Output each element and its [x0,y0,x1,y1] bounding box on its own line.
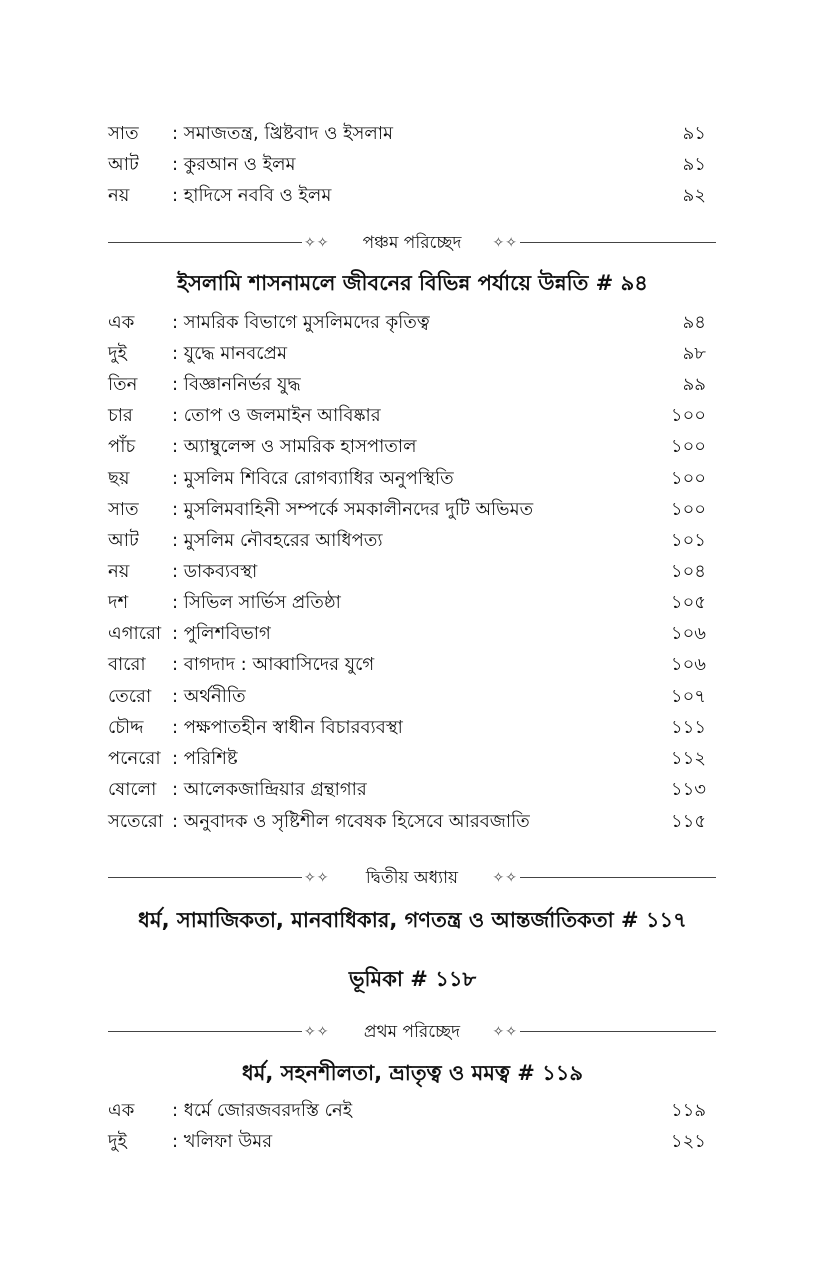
divider-line [520,1031,716,1032]
divider-line [520,877,716,878]
entry-number: চার [108,405,133,426]
entry-page: ১০০ [670,468,706,489]
ornament-icon: ✧✧ [492,870,518,886]
chapter-heading: ধর্ম, সহনশীলতা, ভ্রাতৃত্ব ও মমত্ব # ১১৯ [241,1061,584,1085]
entry-title: : আলেকজান্দ্রিয়ার গ্রন্থাগার [172,776,367,804]
toc-row [108,558,706,586]
entry-number: এক [108,1100,135,1121]
toc-row [108,683,706,711]
toc-row [108,745,706,773]
entry-page: ১১৫ [670,811,706,832]
entry-page: ১১১ [670,717,706,738]
toc-row [108,120,706,148]
entry-title: : সিভিল সার্ভিস প্রতিষ্ঠা [172,589,341,617]
toc-row [108,340,706,368]
entry-title: : মুসলিম নৌবহরের আধিপত্য [172,527,383,555]
intro-heading: ভূমিকা # ১১৮ [348,967,477,991]
toc-row [108,527,706,555]
entry-title: : হাদিসে নববি ও ইলম [172,182,331,210]
entry-title: : সামরিক বিভাগে মুসলিমদের কৃতিত্ব [172,309,430,337]
entry-number: সাত [108,123,139,144]
entry-title: : পুলিশবিভাগ [172,620,271,648]
toc-row [108,714,706,742]
entry-number: চৌদ্দ [108,717,144,738]
toc-row [108,433,706,461]
toc-row [108,589,706,617]
entry-title: : মুসলিমবাহিনী সম্পর্কে সমকালীনদের দুটি অভিমত [172,496,533,524]
entry-page: ১০০ [670,499,706,520]
entry-title: : অ্যাম্বুলেন্স ও সামরিক হাসপাতাল [172,433,417,461]
entry-page: ১০৬ [670,654,706,675]
ornament-icon: ✧✧ [304,1024,330,1040]
entry-number: পাঁচ [108,436,136,457]
toc-row [108,465,706,493]
entry-title: : পক্ষপাতহীন স্বাধীন বিচারব্যবস্থা [172,714,403,742]
entry-page: ১২১ [670,1131,706,1152]
entry-page: ৯৯ [682,374,706,395]
toc-row [108,1128,706,1156]
entry-title: : সমাজতন্ত্র, খ্রিষ্টবাদ ও ইসলাম [172,120,393,148]
entry-number: এগারো [108,623,162,644]
section-divider [108,865,716,891]
toc-row [108,776,706,804]
divider-line [520,242,716,243]
entry-title: : তোপ ও জলমাইন আবিষ্কার [172,402,381,430]
toc-row [108,151,706,179]
entry-page: ৯৪ [682,312,706,333]
entry-number: নয় [108,561,130,582]
entry-title: : কুরআন ও ইলম [172,151,296,179]
entry-title: : পরিশিষ্ট [172,745,238,773]
entry-number: দুই [108,343,127,364]
entry-number: এক [108,312,135,333]
toc-row [108,371,706,399]
toc-row [108,309,706,337]
ornament-icon: ✧✧ [304,870,330,886]
part-heading: ধর্ম, সামাজিকতা, মানবাধিকার, গণতন্ত্র ও আন্তর্জাতিকতা # ১১৭ [138,908,687,932]
entry-page: ৯১ [682,123,706,144]
section-divider [108,230,716,256]
entry-title: : খলিফা উমর [172,1128,272,1156]
entry-page: ১০০ [670,436,706,457]
toc-row [108,182,706,210]
ornament-icon: ✧✧ [304,235,330,251]
entry-title: : মুসলিম শিবিরে রোগব্যাধির অনুপস্থিতি [172,465,454,493]
entry-page: ১০৬ [670,623,706,644]
entry-page: ১০০ [670,405,706,426]
entry-page: ১১৩ [670,779,706,800]
divider-label: পঞ্চম পরিচ্ছেদ [362,233,462,253]
entry-page: ১০১ [670,530,706,551]
entry-page: ১১২ [670,748,706,769]
entry-page: ১০৭ [670,686,706,707]
entry-title: : অনুবাদক ও সৃষ্টিশীল গবেষক হিসেবে আরবজাতি [172,808,530,836]
entry-number: ছয় [108,468,130,489]
entry-page: ১০৪ [670,561,706,582]
entry-title: : যুদ্ধে মানবপ্রেম [172,340,287,368]
toc-row [108,496,706,524]
entry-page: ৯১ [682,154,706,175]
ornament-icon: ✧✧ [492,1024,518,1040]
entry-page: ১১৯ [670,1100,706,1121]
entry-number: আট [108,530,139,551]
section-divider [108,1019,716,1045]
toc-row [108,808,706,836]
entry-title: : বিজ্ঞাননির্ভর যুদ্ধ [172,371,301,399]
entry-number: ষোলো [108,779,157,800]
entry-number: তিন [108,374,138,395]
chapter-heading: ইসলামি শাসনামলে জীবনের বিভিন্ন পর্যায়ে উন্নতি # ৯৪ [177,271,648,295]
entry-title: : ডাকব্যবস্থা [172,558,257,586]
toc-row [108,1097,706,1125]
entry-title: : বাগদাদ : আব্বাসিদের যুগে [172,651,374,679]
entry-number: দশ [108,592,129,613]
ornament-icon: ✧✧ [492,235,518,251]
entry-number: সতেরো [108,811,163,832]
entry-page: ৯৮ [682,343,706,364]
divider-label: প্রথম পরিচ্ছেদ [363,1022,461,1042]
entry-number: সাত [108,499,139,520]
entry-number: তেরো [108,686,152,707]
toc-row [108,402,706,430]
toc-row [108,651,706,679]
divider-label: দ্বিতীয় অধ্যায় [365,868,459,888]
entry-number: দুই [108,1131,127,1152]
entry-number: নয় [108,185,130,206]
entry-number: আট [108,154,139,175]
entry-page: ৯২ [682,185,706,206]
entry-number: পনেরো [108,748,161,769]
entry-number: বারো [108,654,146,675]
entry-page: ১০৫ [670,592,706,613]
entry-title: : অর্থনীতি [172,683,246,711]
entry-title: : ধর্মে জোরজবরদস্তি নেই [172,1097,352,1125]
toc-row [108,620,706,648]
